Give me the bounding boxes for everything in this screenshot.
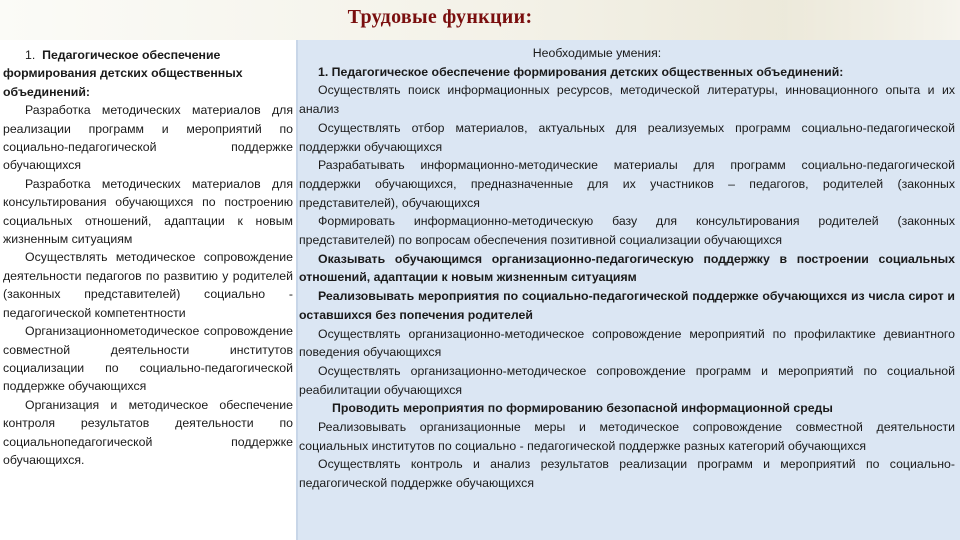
skill-item: Осуществлять контроль и анализ результатов реализации программ и мероприятий по социально-педагогической поддержке обучающихся: [299, 457, 955, 491]
skill-item: Разрабатывать информационно-методические материалы для программ социально-педагогической поддержки обучающихся, предназначенные для их участников – педагогов, родителей (законных представителей), обучающихся: [299, 158, 955, 210]
required-skills-column: [299, 44, 955, 493]
left-item: Организационнометодическое сопровождение совместной деятельности институтов социализации по социально-педагогической поддержке обучающихся: [3, 324, 293, 394]
skill-item: Осуществлять поиск информационных ресурсов, методической литературы, инновационного опыта и их анализ: [299, 83, 955, 117]
skill-item: Формировать информационно-методическую базу для консультирования родителей (законных представителей) по вопросам обеспечения позитивной социализации обучающихся: [299, 214, 955, 248]
skill-item: Реализовывать мероприятия по социально-педагогической поддержке обучающихся из числа сирот и оставшихся без попечения родителей: [299, 289, 955, 322]
skill-item: Проводить мероприятия по формированию безопасной информационной среды: [332, 401, 833, 416]
left-heading: 1. Педагогическое обеспечение: [25, 48, 221, 62]
skill-item: Реализовывать организационные меры и методическое сопровождение совместной деятельности социальных институтов по социально - педагогической поддержке разных категорий обучающихся: [299, 420, 955, 453]
left-item: Осуществлять методическое сопровождение деятельности педагогов по развитию у родителей (законных представителей) социально - педагогической компетентности: [3, 250, 293, 320]
left-heading-rest: формирования детских общественных объединений:: [3, 66, 243, 99]
left-item: Организация и методическое обеспечение контроля результатов деятельности по социальнопедагогической поддержке обучающихся.: [3, 397, 293, 467]
right-subheading: 1. Педагогическое обеспечение формирования детских общественных объединений:: [318, 64, 844, 79]
skill-item: Осуществлять организационно-методическое сопровождение программ и мероприятий по социальной реабилитации обучающихся: [299, 363, 955, 397]
labor-functions-column: [3, 46, 293, 469]
column-divider: [296, 40, 298, 540]
left-item: Разработка методических материалов для реализации программ и мероприятий по социально-педагогической поддержке обучающихся: [3, 103, 293, 173]
skill-item: Оказывать обучающимся организационно-педагогическую поддержку в построении социальных отношений, адаптации к новым жизненным ситуациям: [299, 251, 955, 285]
skill-item: Осуществлять отбор материалов, актуальных для реализуемых программ социально-педагогической поддержки обучающихся: [299, 120, 955, 154]
skill-item: Осуществлять организационно-методическое сопровождение мероприятий по профилактике девиантного поведения обучающихся: [299, 326, 955, 360]
left-item: Разработка методических материалов для консультирования обучающихся по построению социальных отношений, адаптации к новым жизненным ситуациям: [3, 176, 293, 247]
right-heading: Необходимые умения:: [532, 46, 662, 60]
page-title: Трудовые функции:: [347, 6, 533, 28]
